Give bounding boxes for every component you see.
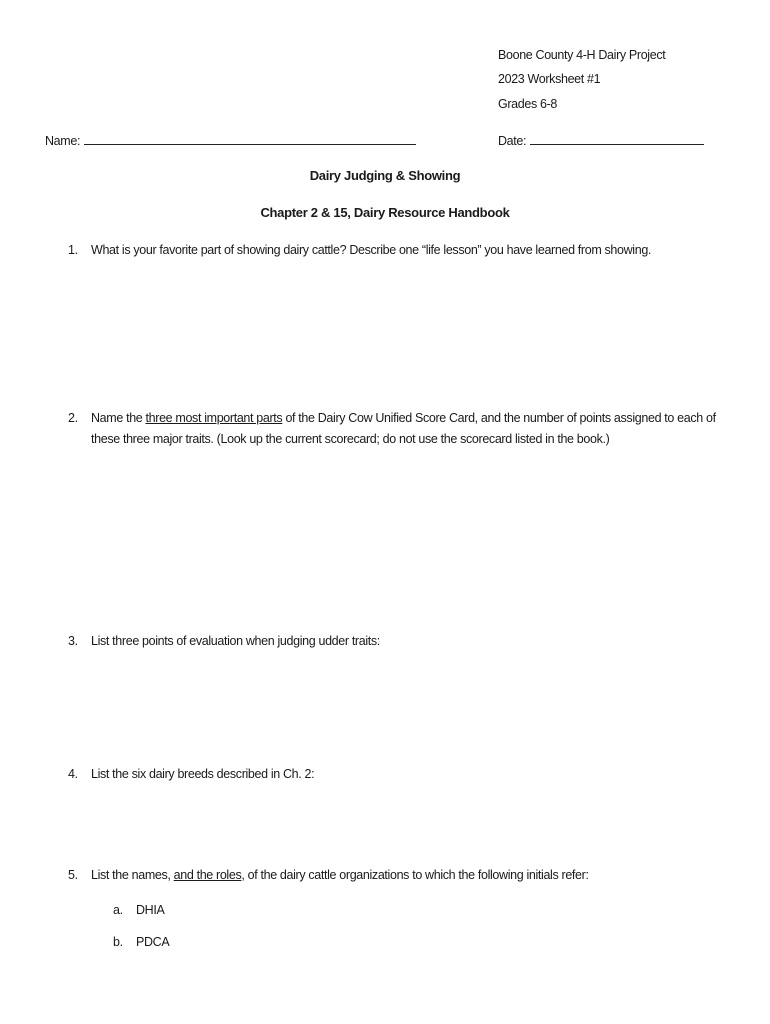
question-2-text-line2: these three major traits. (Look up the current scorecard; do not use the scorecard listed in the book.) [91, 432, 610, 446]
question-3-text: List three points of evaluation when judging udder traits: [91, 634, 380, 648]
question-2-text [91, 411, 716, 425]
header-worksheet: 2023 Worksheet #1 [498, 72, 601, 86]
date-label: Date: [498, 134, 527, 148]
question-number: 4. [68, 767, 78, 781]
question-number: 1. [68, 243, 78, 257]
date-blank-line[interactable] [530, 132, 704, 145]
name-blank-line[interactable] [84, 132, 416, 145]
question-5-text [91, 868, 589, 882]
header-grades: Grades 6-8 [498, 97, 558, 111]
question-number: 2. [68, 411, 78, 425]
list-item-pdca: PDCA [136, 935, 170, 949]
header-project: Boone County 4-H Dairy Project [498, 48, 666, 62]
page-subtitle: Chapter 2 & 15, Dairy Resource Handbook [260, 205, 510, 220]
list-item-letter: a. [113, 903, 123, 917]
date-field [498, 132, 704, 148]
question-number: 5. [68, 868, 78, 882]
question-number: 3. [68, 634, 78, 648]
question-5-emphasis: and the roles [173, 868, 242, 882]
question-2-text-pre: Name the [91, 411, 146, 425]
question-2-text-post: of the Dairy Cow Unified Score Card, and the number of points assigned to each of [282, 411, 716, 425]
page-title: Dairy Judging & Showing [309, 168, 461, 183]
question-2-emphasis: three most important parts [145, 411, 283, 425]
name-label: Name: [45, 134, 81, 148]
question-5-text-post: , of the dairy cattle organizations to which the following initials refer: [241, 868, 589, 882]
question-1-text: What is your favorite part of showing dairy cattle? Describe one “life lesson” you have learned from showing. [91, 243, 652, 257]
question-4-text: List the six dairy breeds described in Ch. 2: [91, 767, 315, 781]
list-item-letter: b. [113, 935, 123, 949]
name-field [45, 132, 416, 148]
question-5-text-pre: List the names, [91, 868, 174, 882]
list-item-dhia: DHIA [136, 903, 165, 917]
